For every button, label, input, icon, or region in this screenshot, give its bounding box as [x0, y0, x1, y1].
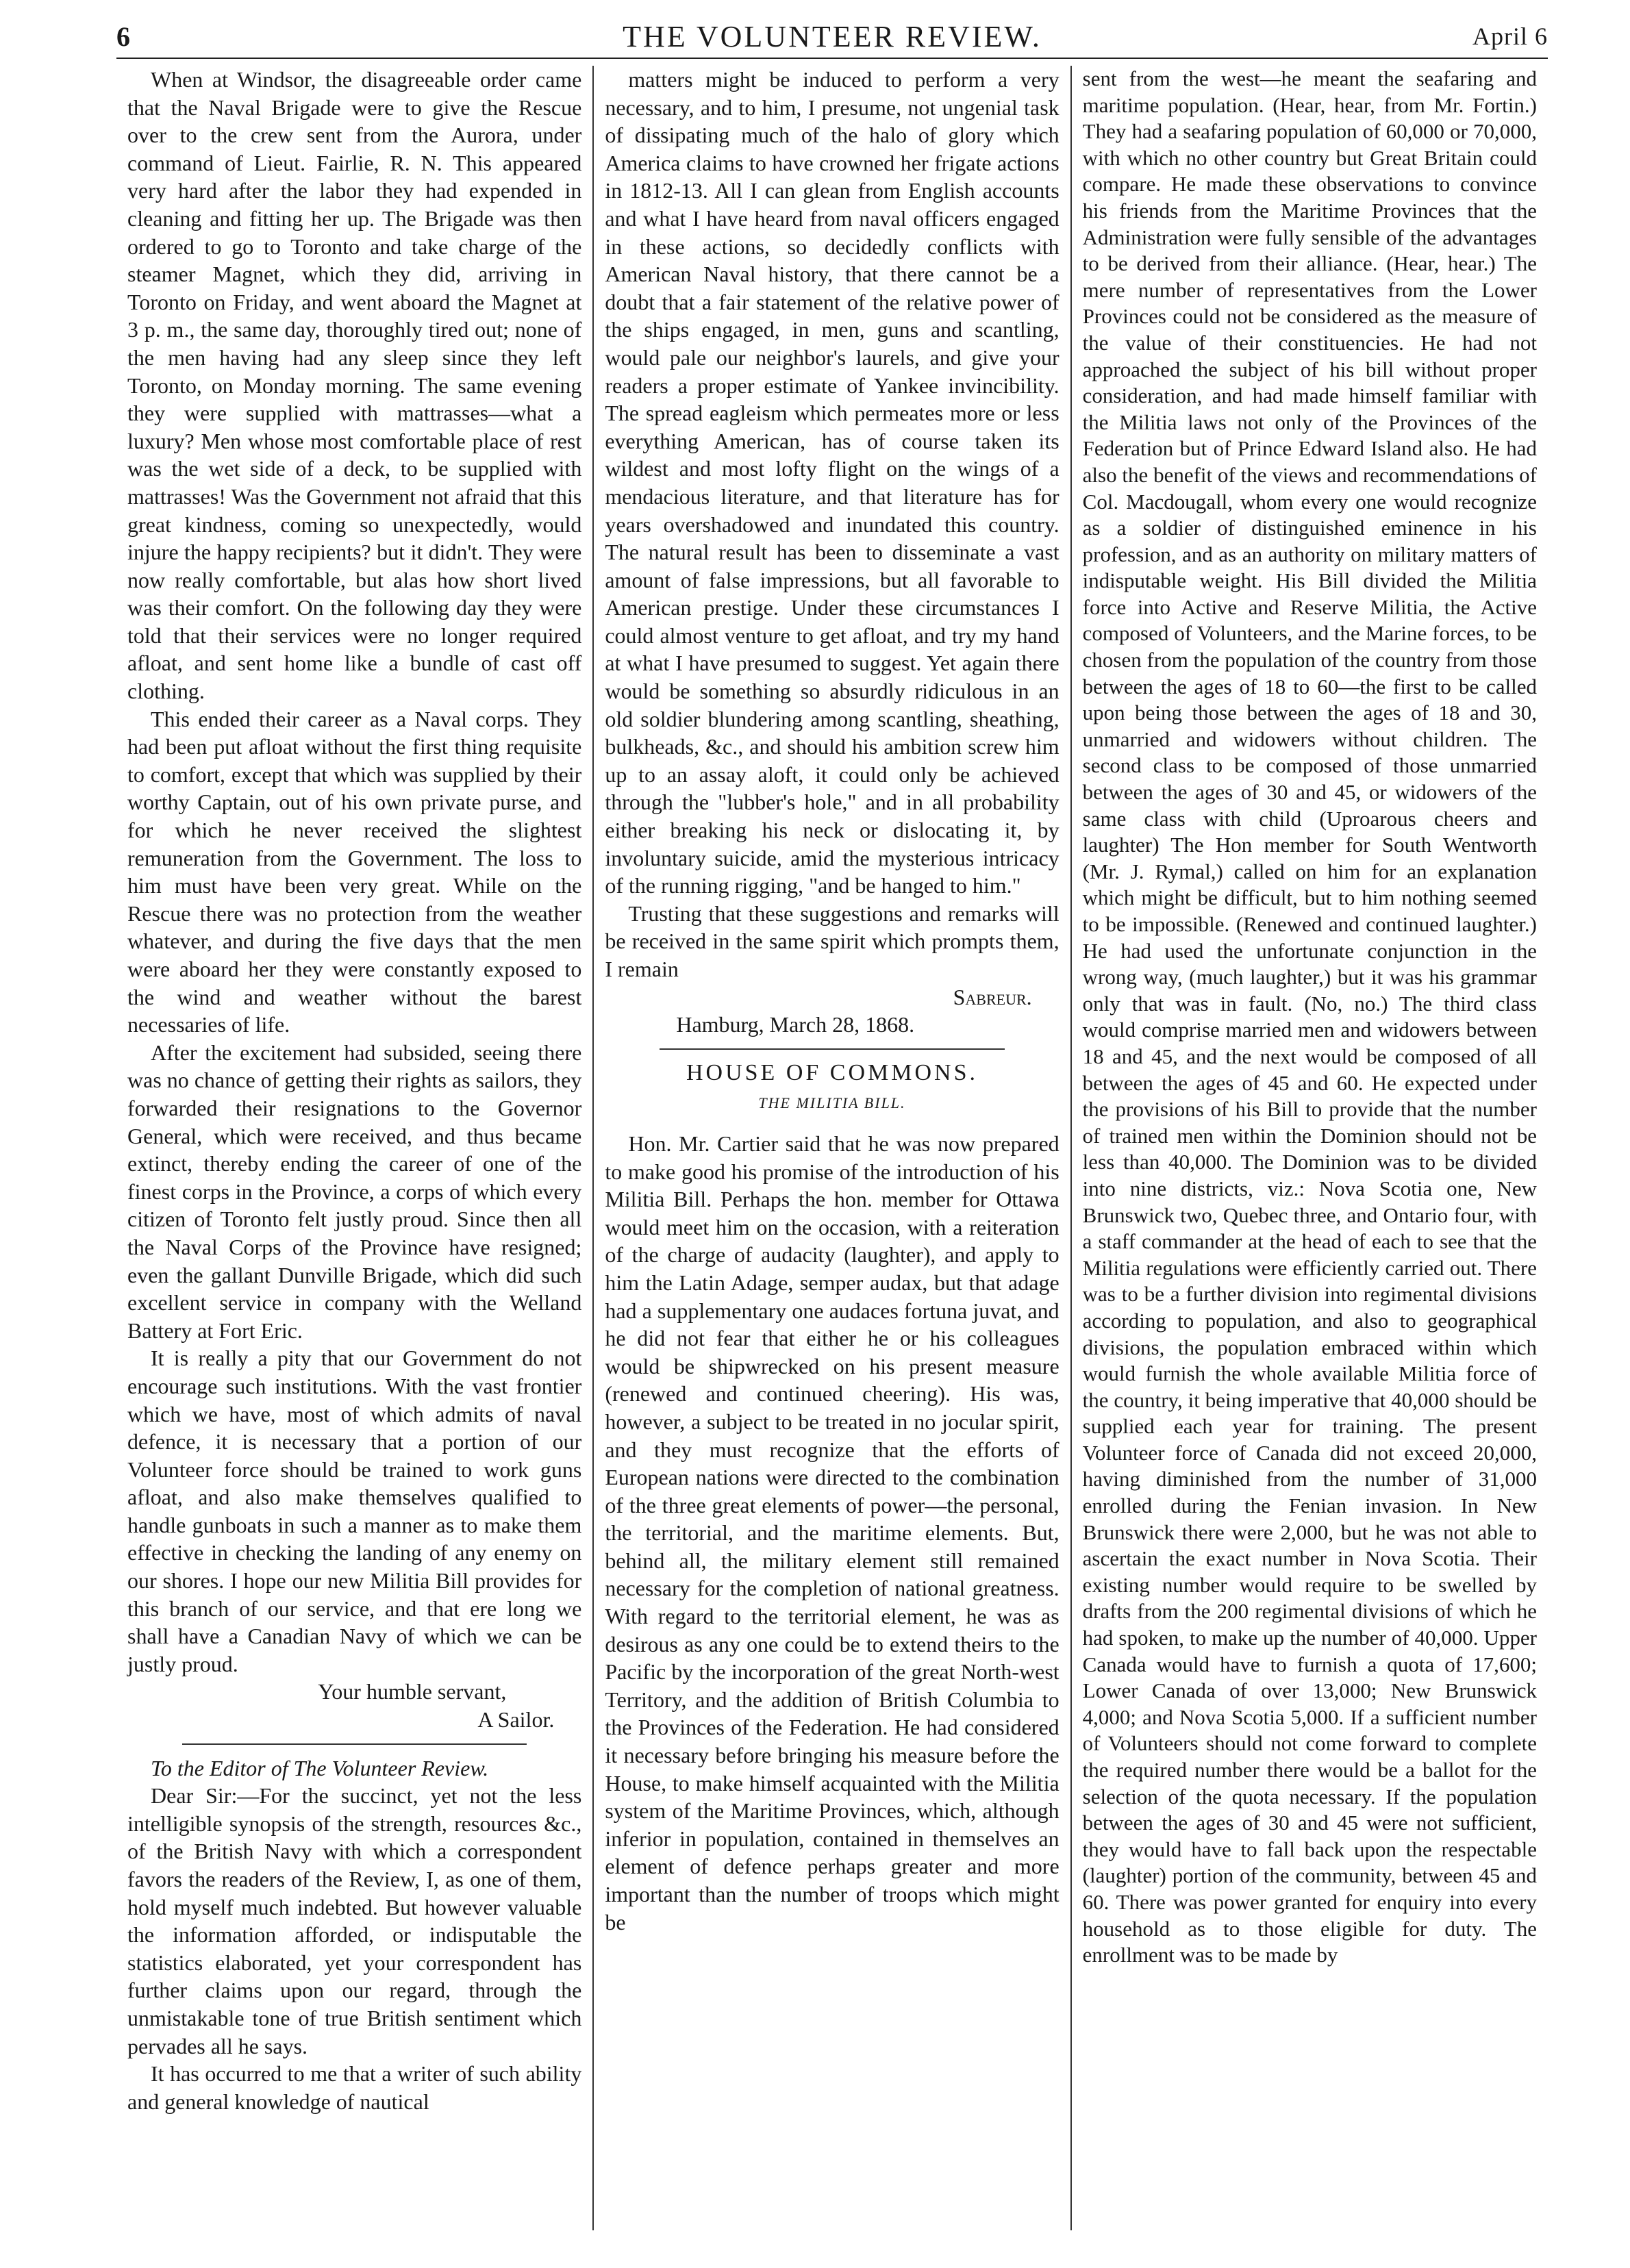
- paragraph: It is really a pity that our Government do not encourage such institutions. With the vast frontier which we have, most of which admits of naval defence, it is necessary that a portion of our Volunteer force should be trained to work guns afloat, and also make themselves qualified to handle gunboats in such a manner as to make them effective in checking the landing of any enemy on our shores. I hope our new Militia Bill provides for this branch of our service, and that ere long we shall have a Canadian Navy of which we can be justly proud.: [127, 1346, 582, 1676]
- divider: [660, 1048, 1004, 1050]
- signoff: [127, 1678, 581, 1733]
- page-number: 6: [116, 21, 130, 52]
- section-subtitle: THE MILITIA BILL.: [758, 1094, 906, 1112]
- paragraph: sent from the west—he meant the seafaring and maritime population. (Hear, hear, from Mr. Fortin.) They had a seafaring population of 60,000 or 70,000, with which no other country but Great Britain could compare. He made these observations to convince his friends from the Maritime Provinces that the Administration were fully sensible of the advantages to be derived from their alliance. (Hear, hear.) The mere number of representatives from the Lower Provinces could not be considered as the measure of the value of their constituencies. He had not approached the subject of his bill without proper consideration, and had made himself familiar with the Militia laws not only of the Provinces of the Federation but of Prince Edward Island also. He had also the benefit of the views and recommendations of Col. Macdougall, whom every one would recognize as a soldier of distinguished eminence in his profession, and as an authority on military matters of indisputable weight. His Bill divided the Militia force into Active and Reserve Militia, the Active composed of Volunteers, and the Marine forces, to be chosen from the population of the country from those between the ages of 18 to 60—the first to be called upon being those between the ages of 18 and 30, unmarried and widowers without children. The second class to be composed of those unmarried between the ages of 30 and 45, or widowers of the same class with child (Uproarous cheers and laughter) The Hon member for South Wentworth (Mr. J. Rymal,) called on him for an explanation which might be difficult, but to him nothing seemed to be impossible. (Renewed and continued laughter.) He had used the unfortunate conjunction in the wrong way, (much laughter,) but it was his grammar only that was in fault. (No, no.) The third class would comprise married men and widowers between 18 and 45, and the next would be composed of all between the ages of 45 and 60. He expected under the provisions of his Bill to provide that the number of trained men within the Dominion should not be less than 40,000. The Dominion was to be divided into nine districts, viz.: Nova Scotia one, New Brunswick two, Quebec three, and Ontario four, with a staff commander at the head of each to see that the Militia regulations were efficiently carried out. There was to be a further division into regimental divisions according to population, and also to geographical divisions, the population embraced within which would furnish the whole available Militia force of the country, it being imperative that 40,000 should be supplied each year for training. The present Volunteer force of Canada did not exceed 20,000, having diminished from the number of 31,000 enrolled during the Fenian invasion. In New Brunswick there were 2,000, but he was not able to ascertain the exact number in Nova Scotia. Their existing number would require to be swelled by drafts from the 200 regimental divisions of which he had spoken, to make up the number of 40,000. Upper Canada would have to furnish a quota of 17,600; Lower Canada of over 13,000; New Brunswick 4,000; and Nova Scotia 5,000. If a sufficient number of Volunteers should not come forward to complete the required number there would be a ballot for the selection of the quota necessary. If the population between the ages of 30 and 45 were not sufficient, they would have to fall back upon the respectable (laughter) portion of the community, between 45 and 60. There was power granted for enquiry into every household as to those eligible for duty. The enrollment was to be made by: [1082, 66, 1537, 1967]
- paragraph: When at Windsor, the disagreeable order came that the Naval Brigade were to give the Rescue over to the crew sent from the Aurora, under command of Lieut. Fairlie, R. N. This appeared very hard after the labor they had expended in cleaning and fitting her up. The Brigade was then ordered to go to Toronto and take charge of the steamer Magnet, which they did, arriving in Toronto on Friday, and went aboard the Magnet at 3 p. m., the same day, thoroughly tired out; none of the men having had any sleep since they left Toronto, on Monday morning. The same evening they were supplied with mattrasses—what a luxury? Men whose most comfortable place of rest was the wet side of a deck, to be supplied with mattrasses! Was the Government not afraid that this great kindness, coming so unexpectedly, would injure the happy recipients? but it didn't. They were now really comfortable, but alas how short lived was their comfort. On the following day they were told that their services were no longer required afloat, and sent home like a bundle of cast off clothing.: [127, 67, 582, 704]
- paragraph: After the excitement had subsided, seeing there was no chance of getting their rights as sailors, they forwarded their resignations to the Governor General, which were received, and thus became extinct, thereby ending the career of one of the finest corps in the Province, a corps of which every citizen of Toronto felt justly proud. Since then all the Naval Corps of the Province have resigned; even the gallant Dunville Brigade, which did such excellent service in company with the Welland Battery at Fort Eric.: [127, 1040, 582, 1343]
- paragraph: Trusting that these suggestions and remarks will be received in the same spirit which prompts them, I remain: [605, 900, 1060, 981]
- paragraph: This ended their career as a Naval corps. They had been put afloat without the first thing requisite to comfort, except that which was supplied by their worthy Captain, out of his own private purse, and for which he never received the slightest remuneration from the Government. The loss to him must have been very great. While on the Rescue there was no protection from the weather whatever, and during the five days that the men were aboard her they were constantly exposed to the wind and weather without the barest necessaries of life.: [127, 706, 582, 1037]
- column-1: [116, 66, 592, 2230]
- signoff-name: A Sailor.: [477, 1707, 555, 1732]
- divider: [182, 1743, 527, 1745]
- column-2: [592, 66, 1070, 2230]
- signoff-line: Your humble servant,: [318, 1679, 507, 1704]
- section-title: HOUSE OF COMMONS.: [686, 1059, 978, 1085]
- article-columns: [116, 66, 1548, 2230]
- page-header: [116, 15, 1548, 59]
- paragraph: matters might be induced to perform a very necessary, and to him, I presume, not ungenial task of dissipating much of the halo of glory which America claims to have crowned her frigate actions in 1812-13. All I can glean from English accounts and what I have heard from naval officers engaged in these actions, so decidedly conflicts with American Naval history, that there cannot be a doubt that a fair statement of the relative power of the ships engaged, in men, guns and scantling, would pale our neighbor's laurels, and give your readers a proper estimate of Yankee invincibility. The spread eagleism which permeates more or less everything American, has of course taken its wildest and most lofty flight on the wings of a mendacious literature, and that literature has for years overshadowed and inundated this country. The natural result has been to disseminate a vast amount of false impressions, but all favorable to American prestige. Under these circumstances I could almost venture to get afloat, and try my hand at what I have presumed to suggest. Yet again there would be something so absurdly ridiculous in an old soldier blundering among scantling, sheathing, bulkheads, &c., and should his ambition screw him up to an assay aloft, it could only be achieved through the "lubber's hole," and in all probability either breaking his neck or dislocating it, by involuntary suicide, amid the mysterious intricacy of the running rigging, "and be hanged to him.": [605, 67, 1060, 898]
- issue-date: April 6: [1472, 23, 1548, 50]
- masthead-title: THE VOLUNTEER REVIEW.: [623, 19, 1042, 53]
- column-3: [1070, 66, 1548, 2230]
- paragraph: Dear Sir:—For the succinct, yet not the less intelligible synopsis of the strength, resources &c., of the British Navy with which a correspondent favors the readers of the Review, I, as one of them, hold myself much indebted. But however valuable the information afforded, or indisputable the statistics elaborated, yet your correspondent has further claims upon our regard, through the unmistakable tone of true British sentiment which pervades all he says.: [127, 1783, 582, 2058]
- letter-salutation: To the Editor of The Volunteer Review.: [151, 1755, 489, 1780]
- letter-dateline: Hamburg, March 28, 1868.: [676, 1012, 915, 1037]
- paragraph: Hon. Mr. Cartier said that he was now prepared to make good his promise of the introduction of his Militia Bill. Perhaps the hon. member for Ottawa would meet him on the occasion, with a reiteration of the charge of audacity (laughter), and apply to him the Latin Adage, semper audax, but that adage had a supplementary one audaces fortuna juvat, and he did not fear that either he or his colleagues would be shipwrecked on his present measure (renewed and continued cheering). His was, however, a subject to be treated in no jocular spirit, and they must recognize that the efforts of European nations were directed to the combination of the three great elements of power—the personal, the territorial, and the maritime elements. But, behind all, the military element still remained necessary for the completion of national greatness. With regard to the territorial element, he was as desirous as any one could be to extend theirs to the Pacific by the incorporation of the great North-west Territory, and the addition of British Columbia to the Provinces of the Federation. He had considered it necessary before bringing his measure before the House, to make himself acquainted with the Militia system of the Maritime Provinces, which, although inferior in population, contained in themselves an element of defence perhaps greater and more important than the number of troops which might be: [605, 1131, 1060, 1935]
- paragraph: It has occurred to me that a writer of such ability and general knowledge of nautical: [127, 2061, 582, 2114]
- letter-signer: Sabreur.: [953, 984, 1032, 1009]
